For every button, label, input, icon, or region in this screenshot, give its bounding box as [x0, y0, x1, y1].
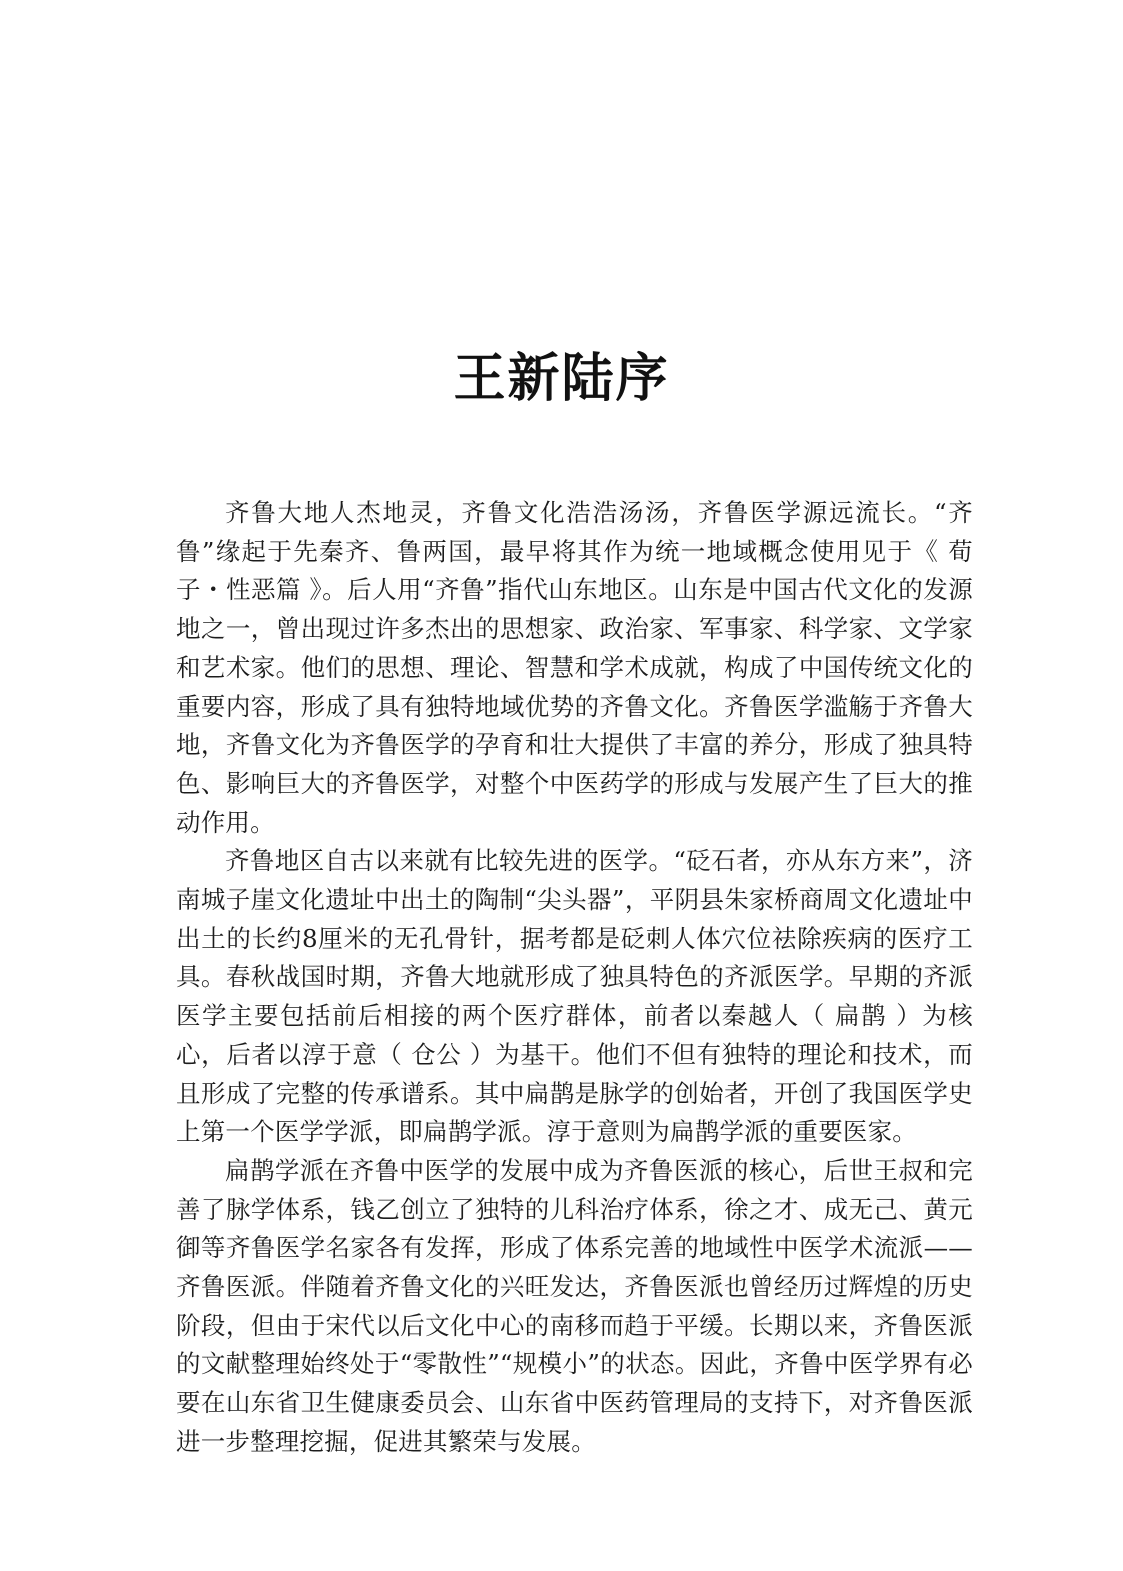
paragraph-3: 扁鹊学派在齐鲁中医学的发展中成为齐鲁医派的核心，后世王叔和完善了脉学体系，钱乙创立了独特的儿科治疗体系，徐之才、成无己、黄元御等齐鲁医学名家各有发挥，形成了体系完善的地域性中医学术流派——齐鲁医派。伴随着齐鲁文化的兴旺发达，齐鲁医派也曾经历过辉煌的历史阶段，但由于宋代以后文化中心的南移而趋于平缓。长期以来，齐鲁医派的文献整理始终处于“零散性”“规模小”的状态。因此，齐鲁中医学界有必要在山东省卫生健康委员会、山东省中医药管理局的支持下，对齐鲁医派进一步整理挖掘，促进其繁荣与发展。 — [176, 1155, 973, 1456]
paragraph-1: 齐鲁大地人杰地灵，齐鲁文化浩浩汤汤，齐鲁医学源远流长。“齐鲁”缘起于先秦齐、鲁两国，最早将其作为统一地域概念使用见于《 荀子・性恶篇 》。后人用“齐鲁”指代山东地区。山东是中国古代文化的发源地之一，曾出现过许多杰出的思想家、政治家、军事家、科学家、文学家和艺术家。他们的思想、理论、智慧和学术成就，构成了中国传统文化的重要内容，形成了具有独特地域优势的齐鲁文化。齐鲁医学滥觞于齐鲁大地，齐鲁文化为齐鲁医学的孕育和壮大提供了丰富的养分，形成了独具特色、影响巨大的齐鲁医学，对整个中医药学的形成与发展产生了巨大的推动作用。 — [176, 498, 973, 837]
paragraph-2: 齐鲁地区自古以来就有比较先进的医学。“砭石者，亦从东方来”，济南城子崖文化遗址中出土的陶制“尖头器”，平阴县朱家桥商周文化遗址中出土的长约8厘米的无孔骨针，据考都是砭刺人体穴位祛除疾病的医疗工具。春秋战国时期，齐鲁大地就形成了独具特色的齐派医学。早期的齐派医学主要包括前后相接的两个医疗群体，前者以秦越人（ 扁鹊 ）为核心，后者以淳于意（ 仓公 ）为基干。他们不但有独特的理论和技术，而且形成了完整的传承谱系。其中扁鹊是脉学的创始者，开创了我国医学史上第一个医学学派，即扁鹊学派。淳于意则为扁鹊学派的重要医家。 — [176, 846, 973, 1147]
preface-body — [176, 494, 973, 1462]
page-title: 王新陆序 — [453, 347, 670, 409]
